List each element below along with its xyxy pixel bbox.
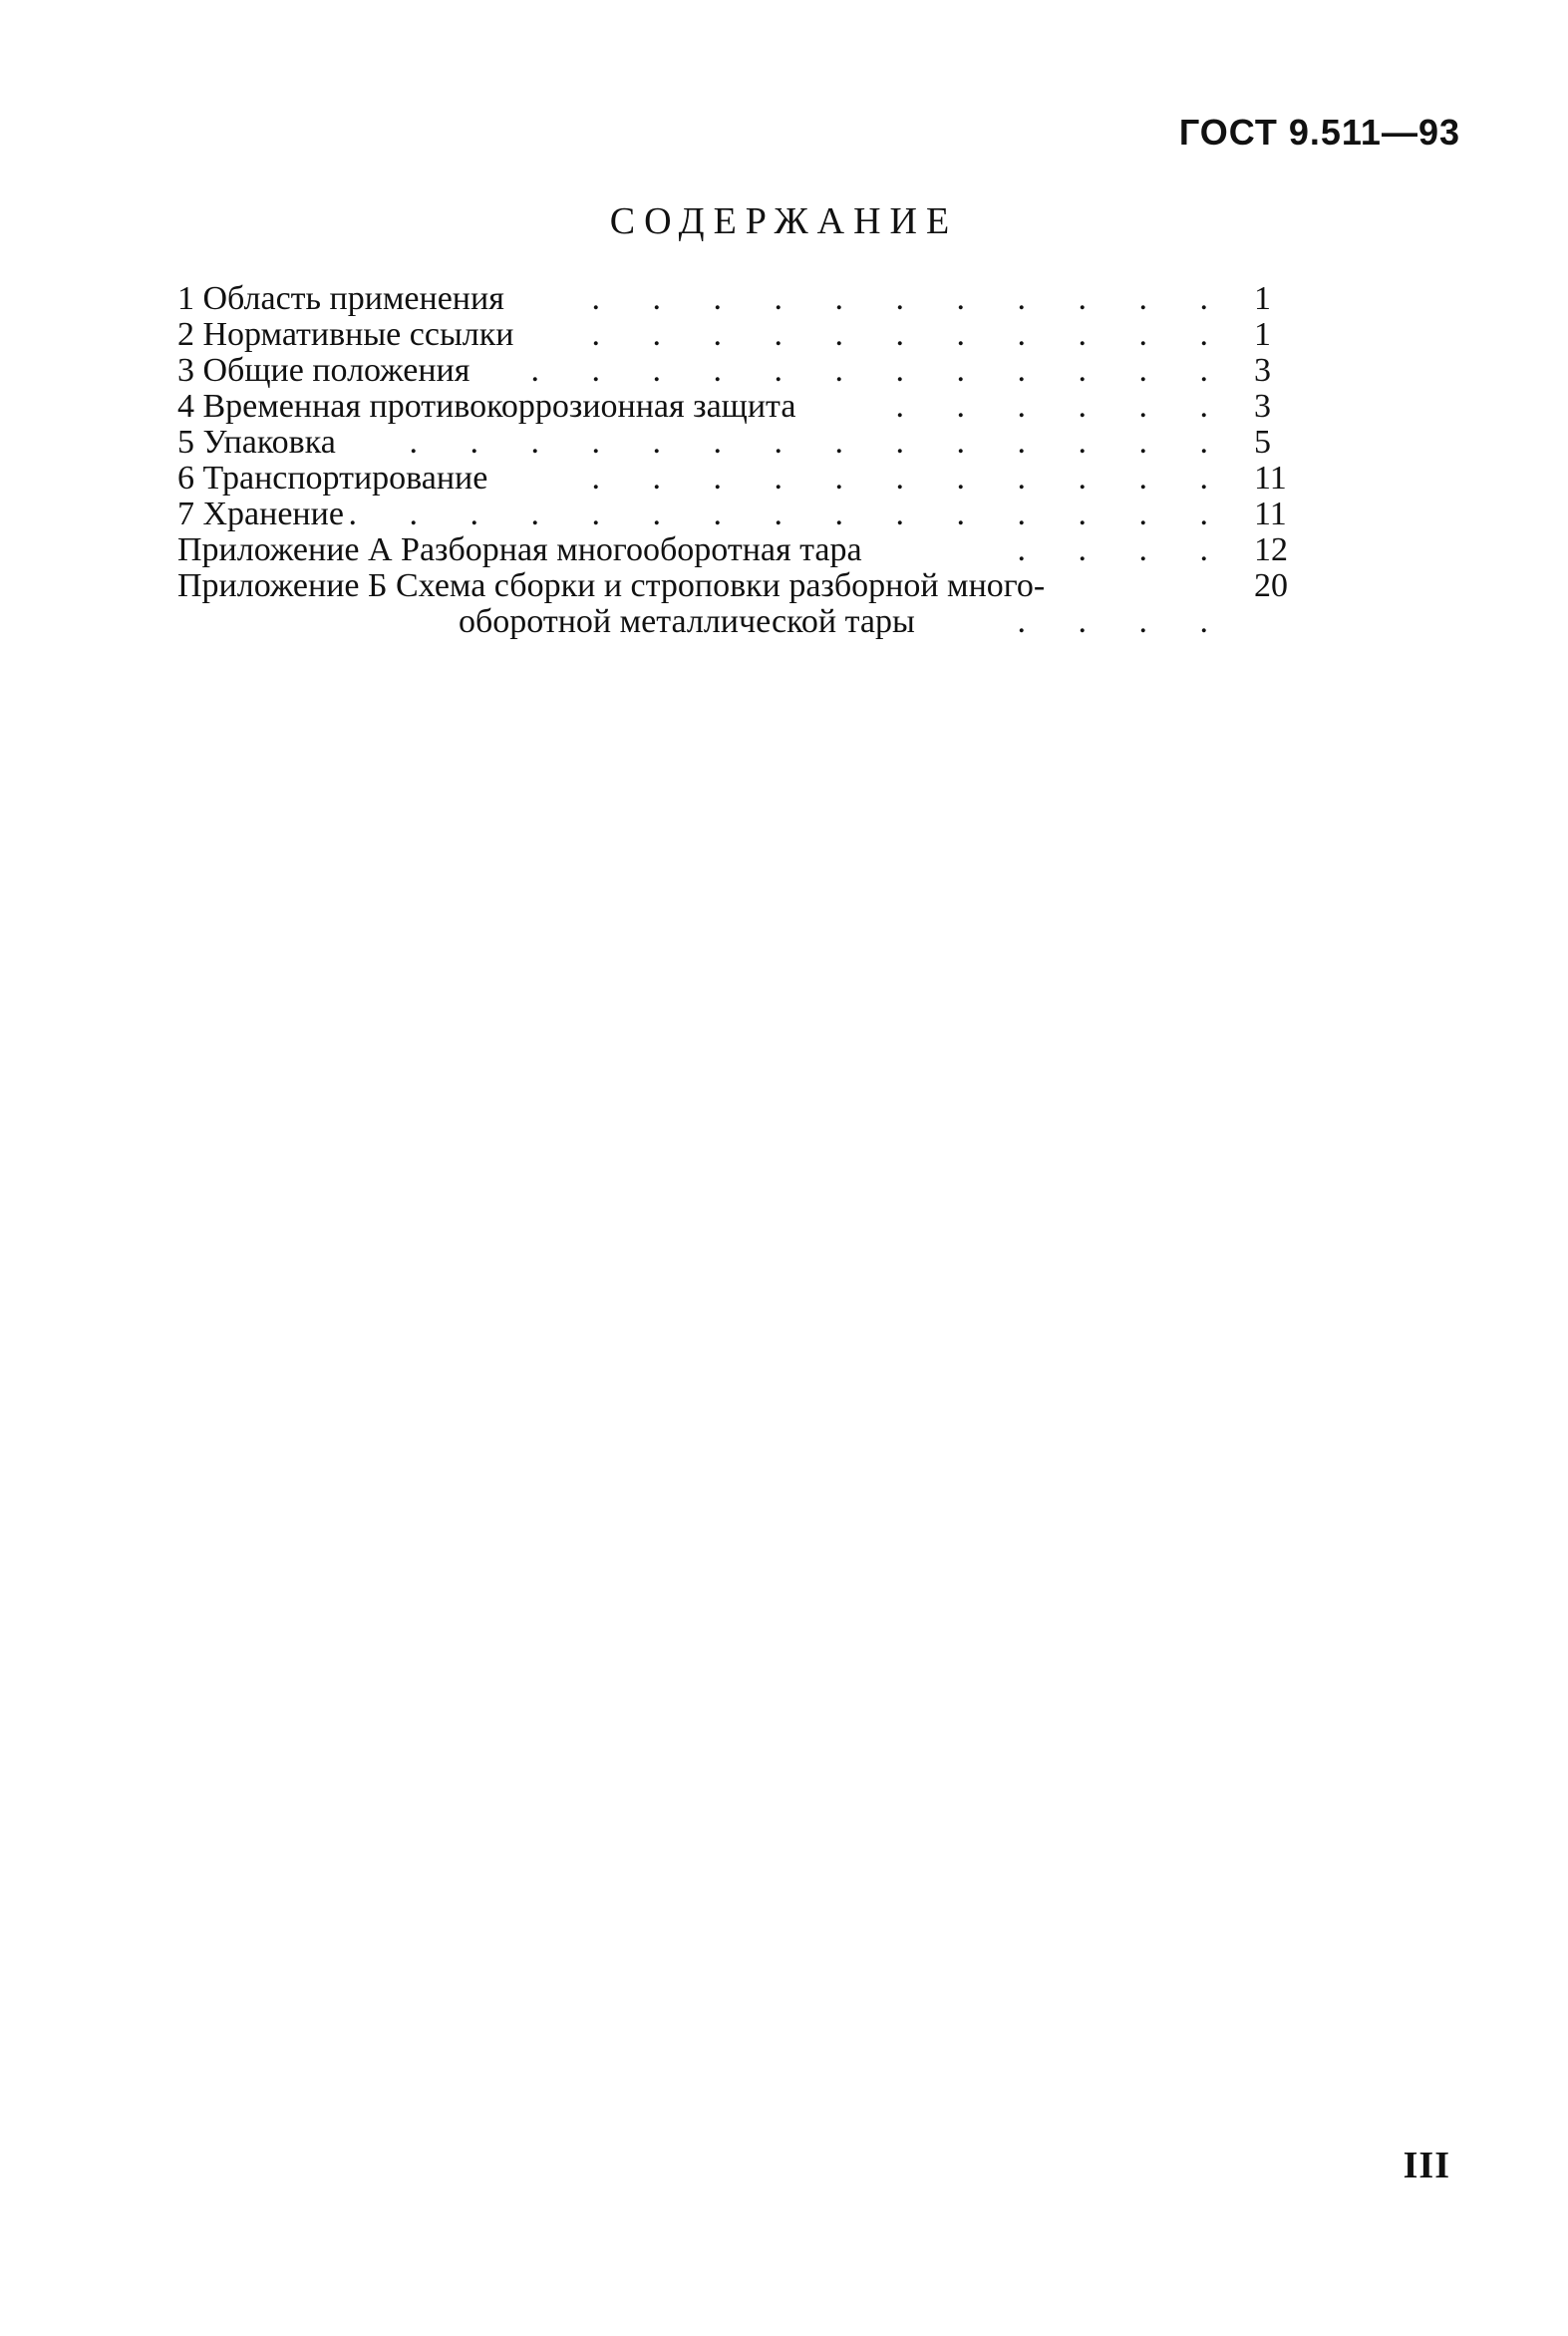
toc-leader-dots: . . . . [1017, 603, 1230, 640]
toc-leader-dots: . . . . . . . . . . . . . . . [348, 496, 1230, 532]
toc-row[interactable] [177, 425, 1334, 461]
toc-row[interactable] [177, 389, 1334, 425]
document-code: ГОСТ 9.511—93 [1178, 112, 1460, 153]
toc-leader-dots: . . . . . . . . . . . [591, 280, 1230, 317]
toc-title: СОДЕРЖАНИЕ [609, 200, 959, 242]
toc-page-number: 20 [1254, 567, 1288, 604]
toc-entry-label: 6 Транспортирование [177, 460, 488, 497]
toc-row[interactable] [177, 568, 1334, 604]
toc-entry-label: 7 Хранение [177, 496, 344, 532]
toc-entry-label-continuation: оборотной металлической тары [459, 603, 915, 640]
toc-row-continuation[interactable] [177, 604, 1334, 640]
toc-row[interactable] [177, 353, 1334, 389]
toc-page-number: 3 [1254, 388, 1271, 425]
toc-leader-dots: . . . . [1017, 531, 1230, 568]
toc-entry-label: 2 Нормативные ссылки [177, 316, 514, 353]
toc-leader-dots: . . . . . . . . . . . . [530, 352, 1230, 389]
toc-leader-dots: . . . . . . . . . . . [591, 316, 1230, 353]
toc-row[interactable] [177, 461, 1334, 497]
toc-page-number: 1 [1254, 280, 1271, 317]
toc-page-number: 12 [1254, 531, 1288, 568]
toc-row[interactable] [177, 497, 1334, 532]
page-number: III [1403, 2145, 1450, 2186]
toc-entry-label: 5 Упаковка [177, 424, 336, 461]
toc-leader-dots: . . . . . . . . . . . . . . [409, 424, 1230, 461]
toc-page-number: 11 [1254, 496, 1287, 532]
toc-row[interactable] [177, 317, 1334, 353]
toc-entry-label: 4 Временная противокоррозионная защита [177, 388, 796, 425]
toc-entry-label: Приложение Б Схема сборки и строповки разборной много- [177, 567, 1046, 604]
toc-entry-label: 3 Общие положения [177, 352, 470, 389]
toc-row[interactable] [177, 532, 1334, 568]
toc-page-number: 3 [1254, 352, 1271, 389]
table-of-contents [177, 281, 1334, 640]
toc-page-number: 1 [1254, 316, 1271, 353]
toc-leader-dots: . . . . . . [895, 388, 1230, 425]
toc-leader-dots: . . . . . . . . . . . [591, 460, 1230, 497]
toc-page-number: 5 [1254, 424, 1271, 461]
toc-entry-label: Приложение А Разборная многооборотная тара [177, 531, 862, 568]
toc-entry-label: 1 Область применения [177, 280, 504, 317]
toc-page-number: 11 [1254, 460, 1287, 497]
toc-row[interactable] [177, 281, 1334, 317]
